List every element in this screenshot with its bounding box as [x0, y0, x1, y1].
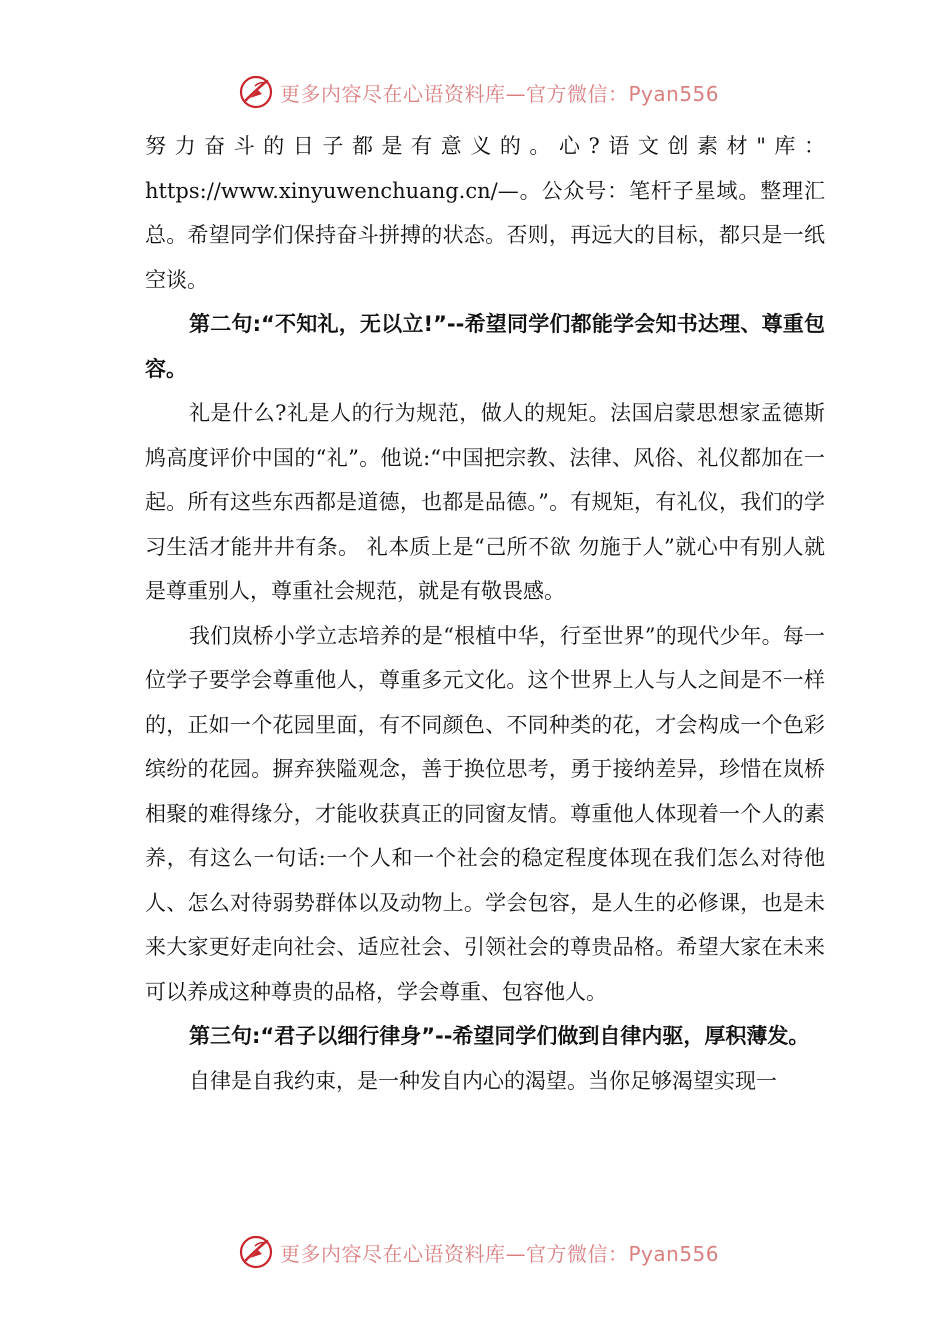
paragraph-1: 努力奋斗的日子都是有意义的。心?语文创素材"库：https://www.xinyuwenchuang.cn/—。公众号：笔杆子星域。整理汇总。希望同学们保持奋斗拼搏的状态。否则，再远大的目标，都只是一纸空谈。	[145, 134, 825, 292]
paragraph-3: 我们岚桥小学立志培养的是“根植中华，行至世界”的现代少年。每一位学子要学会尊重他人，尊重多元文化。这个世界上人与人之间是不一样的，正如一个花园里面，有不同颜色、不同种类的花，才会构成一个色彩缤纷的花园。摒弃狭隘观念，善于换位思考，勇于接纳差异，珍惜在岚桥相聚的难得缘分，才能收获真正的同窗友情。尊重他人体现着一个人的素养，有这么一句话:一个人和一个社会的稳定程度体现在我们怎么对待他人、怎么对待弱势群体以及动物上。学会包容，是人生的必修课，也是未来大家更好走向社会、适应社会、引领社会的尊贵品格。希望大家在未来可以养成这种尊贵的品格，学会尊重、包容他人。	[145, 623, 825, 1004]
quill-seal-icon	[238, 74, 274, 110]
section-heading-3: 第三句:“君子以细行律身”--希望同学们做到自律内驱，厚积薄发。	[189, 1024, 810, 1048]
header-banner-text: 更多内容尽在心语资料库—官方微信：Pyan556	[280, 81, 720, 106]
footer-banner	[238, 1232, 719, 1272]
section-heading-2: 第二句:“不知礼，无以立!”--希望同学们都能学会知书达理、尊重包容。	[145, 312, 825, 381]
header-banner	[238, 72, 719, 112]
paragraph-4: 自律是自我约束，是一种发自内心的渴望。当你足够渴望实现一	[189, 1068, 777, 1093]
quill-seal-icon	[238, 1234, 274, 1270]
document-body	[145, 124, 825, 1103]
footer-banner-text: 更多内容尽在心语资料库—官方微信：Pyan556	[280, 1241, 720, 1266]
paragraph-2: 礼是什么?礼是人的行为规范，做人的规矩。法国启蒙思想家孟德斯鸠高度评价中国的“礼”。他说:“中国把宗教、法律、风俗、礼仪都加在一起。所有这些东西都是道德，也都是品德。”。有规矩，有礼仪，我们的学习生活才能井井有条。 礼本质上是“己所不欲 勿施于人”就心中有别人就是尊重别人，尊重社会规范，就是有敬畏感。	[145, 401, 825, 603]
